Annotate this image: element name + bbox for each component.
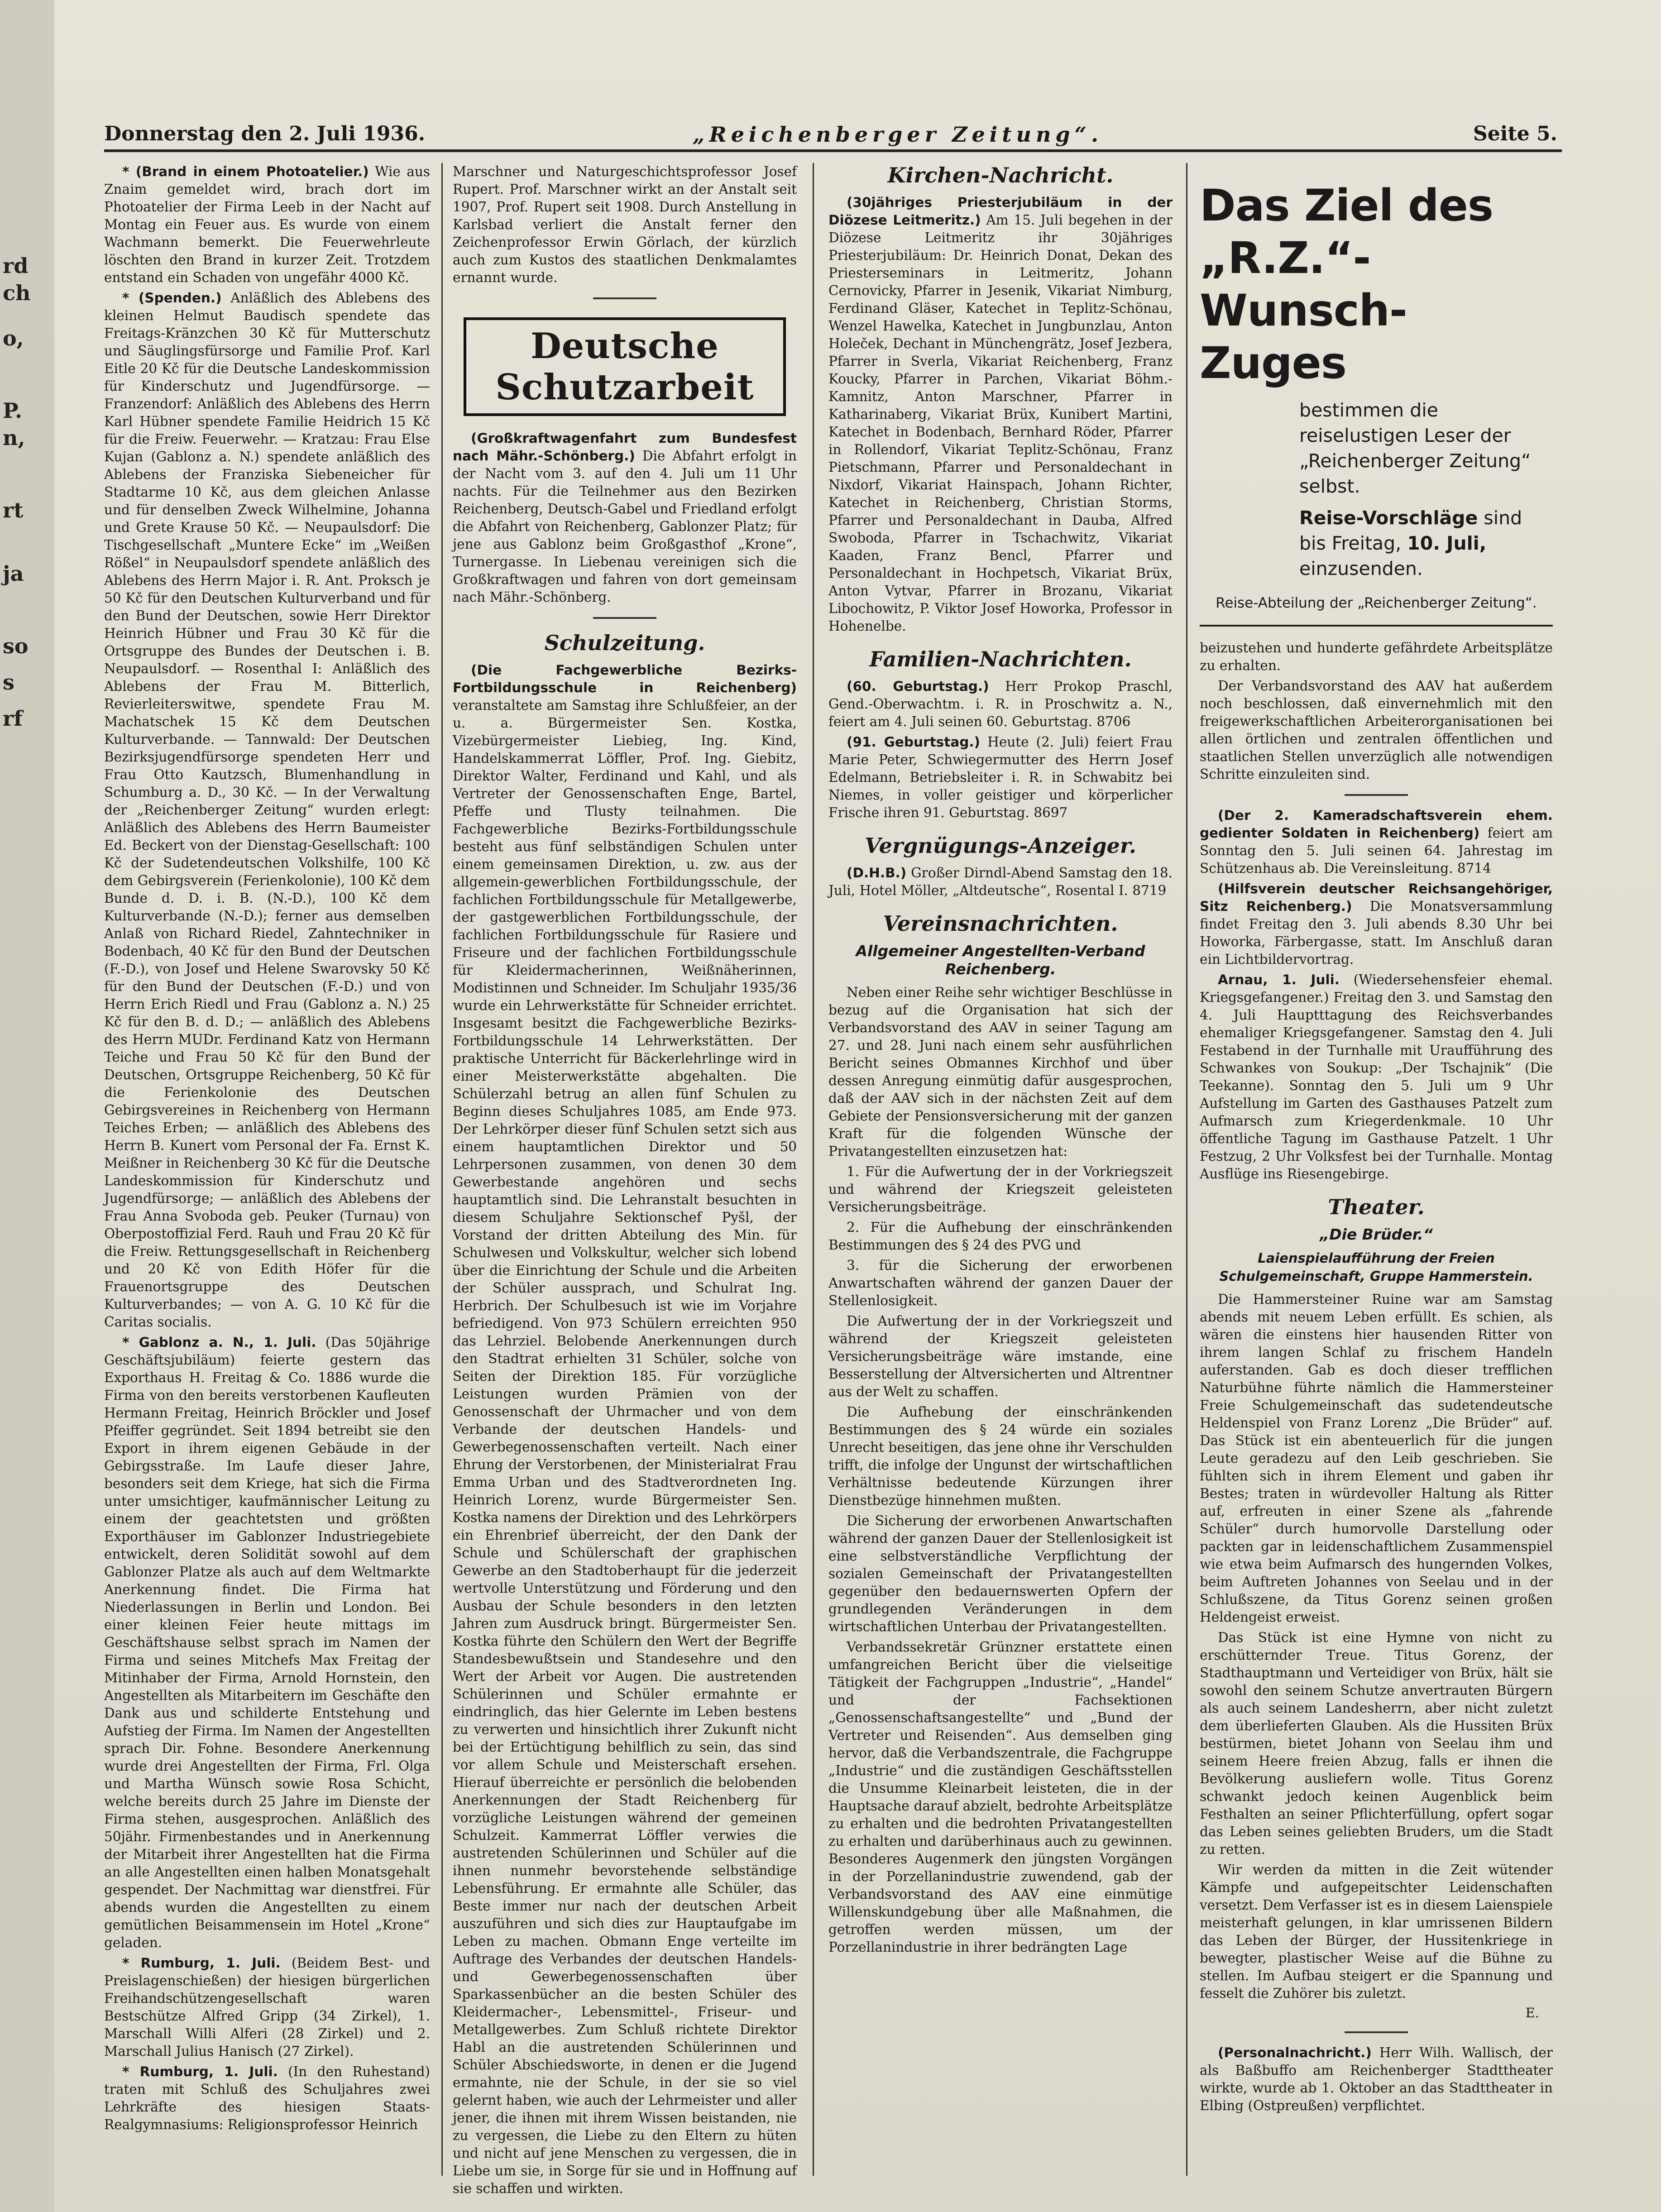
edge-text: ch bbox=[3, 281, 31, 305]
header-rule bbox=[104, 149, 1562, 152]
news-item bbox=[453, 661, 797, 2198]
item-text: Herr Prokop Praschl, Gend.-Oberwachtm. i. R. in Proschwitz a. N., feiert am 4. Juli seinen 60. Geburtstag. 8706 bbox=[828, 679, 1173, 729]
column-2 bbox=[453, 163, 797, 2196]
item-text: Wie aus Znaim gemeldet wird, brach dort im Photoatelier der Firma Leeb in der Nacht auf Montag ein Feuer aus. Es wurde von einem Wachmann bemerkt. Die Feuerwehrleute löschten den Brand in kurzer Zeit. Trotzdem entstand ein Schaden von ungefähr 4000 Kč. bbox=[104, 164, 430, 285]
ad-body: bestimmen die reiselustigen Leser der „Reichenberger Zeitung“ selbst. bbox=[1299, 399, 1531, 497]
paragraph: beizustehen und hunderte gefährdete Arbeitsplätze zu erhalten. bbox=[1200, 640, 1553, 673]
section-title: Vergnügungs-Anzeiger. bbox=[865, 833, 1136, 858]
item-text: (Das 50jährige Geschäftsjubiläum) feierte gestern das Exporthaus H. Freitag & Co. 1886 wurde die Firma von den bereits verstorbenen Kaufleuten Hermann Freitag, Heinrich Bröckler und Josef Pfeiffer gegründet. Seit 1894 betreibt sie den Export in ihrem eigenen Gebäude in der Gebirgsstraße. Im Laufe dieser Jahre, besonders seit dem Kriege, hat sich die Firma unter umsichtiger, kaufmännischer Leitung zu einem der geachtetsten und größten Exporthäuser im Gablonzer Industriegebiete entwickelt, deren Solidität sowohl auf dem Gablonzer Platze als auch auf dem Weltmarkte Anerkennung findet. Die Firma hat Niederlassungen in Berlin und London. Bei einer kleinen Feier heute mittags im Geschäftshause selbst sprach im Namen der Firma und seines Mitchefs Max Freitag der Mitinhaber der Firma, Arnold Hornstein, den Angestellten als Mitarbeitern im Geschäfte den Dank aus und schilderte Entstehung und Aufstieg der Firma. Im Namen der Angestellten sprach Dir. Fohne. Besondere Anerkennung wurde drei Angestellten der Firma, Frl. Olga und Martha Wünsch sowie Rosa Schicht, welche bereits durch 25 Jahre im Dienste der Firma stehen, ausgesprochen. Anläßlich des 50jähr. Firmenbestandes und in Anerkennung der Mitarbeit ihrer Angestellten hat die Firma an alle Angestellten einen halben Monatsgehalt gespendet. Der Nachmittag war dienstfrei. Für abends wurden die Angestellten zu einem gemütlichen Beisammensein im Hotel „Krone“ geladen. bbox=[104, 1335, 431, 1950]
edge-text: rt bbox=[3, 498, 24, 522]
edge-text: o, bbox=[3, 326, 24, 350]
ad-text: sind bis Freitag, bbox=[1299, 507, 1522, 554]
paragraph: Die Sicherung der erworbenen Anwartschaften während der ganzen Dauer der Stellenlosigkeit ist eine selbstverständliche Verpflichtung der sozialen Gemeinschaft der Privatangestellten gegenüber den bedauernswerten Opfern der grundlegenden Veränderungen in dem wirtschaftlichen Unterbau der Privatangestellten. bbox=[828, 1513, 1173, 1634]
ad-text: einzusenden. bbox=[1299, 558, 1423, 579]
paragraph: Der Verbandsvorstand des AAV hat außerdem noch beschlossen, daß einvernehmlich mit den freigewerkschaftlichen Arbeiterorganisationen bei allen örtlichen und zentralen öffentlichen und staatlichen Stellen unverzüglich alle notwendigen Schritte einzuleiten sind. bbox=[1200, 678, 1553, 782]
news-item bbox=[453, 430, 797, 606]
paragraph: 2. Für die Aufhebung der einschränkenden Bestimmungen des § 24 des PVG und bbox=[828, 1220, 1173, 1253]
item-text: (Beidem Best- und Preislagenschießen) der hiesigen bürgerlichen Freihandschützengesellschaft waren Bestschütze Alfred Gripp (34 Zirkel), 1. Marschall Willi Alferi (28 Zirkel) und 2. Marschall Julius Hanisch (27 Zirkel). bbox=[104, 1955, 430, 2059]
section-rule bbox=[1345, 2031, 1408, 2033]
news-item bbox=[828, 733, 1173, 822]
news-item bbox=[1200, 807, 1553, 877]
item-text: (Wiedersehensfeier ehemal. Kriegsgefangener.) Freitag den 3. und Samstag den 4. Juli Hauptttagung des Reichsverbandes ehemaliger Kriegsgefangener. Samstag den 4. Juli Festabend in der Turnhalle mit Uraufführung des Schwankes von Soukup: „Der Tschajnik“ (Die Teekanne). Sonntag den 5. Juli um 9 Uhr Aufstellung im Garten des Gasthauses Patzelt zum Aufmarsch zum Kriegerdenkmale. 10 Uhr öffentliche Tagung im Gasthause Patzelt. 1 Uhr Festzug, 2 Uhr Volksfest bei der Turnhalle. Montag Ausflüge ins Riesengebirge. bbox=[1200, 972, 1553, 1182]
news-item bbox=[828, 678, 1173, 731]
edge-text: P. bbox=[3, 398, 22, 423]
item-lead: (91. Geburtstag.) bbox=[847, 734, 981, 750]
column-3 bbox=[828, 163, 1173, 2176]
item-lead: (Personalnachricht.) bbox=[1218, 2045, 1372, 2060]
edge-text: n, bbox=[3, 426, 25, 450]
section-title: Schulzeitung. bbox=[544, 631, 705, 655]
item-lead: (D.H.B.) bbox=[847, 865, 907, 881]
ad-body bbox=[1299, 505, 1553, 581]
edge-text: s bbox=[3, 670, 14, 694]
item-text: Die Monatsversammlung findet Freitag den 3. Juli abends 8.30 Uhr bei Howorka, Färbergasse, statt. Im Anschluß daran ein Lichtbildervortrag. bbox=[1200, 899, 1553, 967]
advertisement bbox=[1200, 163, 1553, 611]
news-item bbox=[104, 289, 430, 1331]
section-subtitle: Allgemeiner Angestellten-Verband Reichenberg. bbox=[856, 942, 1145, 978]
paragraph: Verbandssekretär Grünzner erstattete einen umfangreichen Bericht über die vielseitige Tätigkeit der Fachgruppen „Industrie“, „Handel“ und der Fachsektionen „Genossenschaftsangestellte“ und „Bund der Vertreter und Reisenden“. Aus demselben ging hervor, daß die Verbandszentrale, die Fachgruppe „Industrie“ und die zuständigen Geschäftsstellen die Unsumme Kleinarbeit leisteten, die in der Hauptsache darauf abzielt, bedrohte Arbeitsplätze zu erhalten und die bedrohten Privatangestellten zu erhalten und darüberhinaus auch zu gewinnen. Besonderes Augenmerk den jüngsten Vorgängen in der Porzellanindustrie zuwendend, gab der Verbandsvorstand des AAV eine einmütige Willenskundgebung über alle Maßnahmen, die getroffen werden müssen, um der Porzellanindustrie in ihrer bedrängten Lage bbox=[828, 1639, 1173, 1955]
news-item: Marschner und Naturgeschichtsprofessor Josef Rupert. Prof. Marschner wirkt an der Anstalt seit 1907, Prof. Rupert seit 1908. Durch Anstellung in Karlsbad verliert die Anstalt ferner den Zeichenprofessor Erwin Görlach, der kürzlich auch zum Kustos des staatlichen Denkmalamtes ernannt wurde. bbox=[453, 164, 797, 285]
column-divider bbox=[441, 163, 443, 2176]
paragraph: Wir werden da mitten in die Zeit wütender Kämpfe und aufgepeitschter Leidenschaften versetzt. Dem Verfasser ist es in diesem Laienspiele meisterhaft gelungen, in klar umrissenen Bildern das Leben der Bürger, der Hussitenkriege in bewegter, plastischer Weise auf die Bühne zu stellen. Im Aufbau steigert er die Spannung und fesselt die Zuhörer bis zuletzt. bbox=[1200, 1862, 1553, 2001]
item-text: Anläßlich des Ablebens des kleinen Helmut Baudisch spendete das Freitags-Kränzchen 30 Kč für Mutterschutz und Säuglingsfürsorge und Familie Prof. Karl Eitle 20 Kč für die Deutsche Landeskommission für Kinderschutz und Jugendfürsorge. — Franzendorf: Anläßlich des Ablebens des Herrn Karl Hübner spendete Familie Heidrich 15 Kč für die Freiw. Feuerwehr. — Kratzau: Frau Else Kujan (Gablonz a. N.) spendete anläßlich des Ablebens der Franziska Siebeneicher für Stadtarme 10 Kč, aus dem gleichen Anlasse und für denselben Zweck Wilhelmine, Johanna und Grete Krause 50 Kč. — Neupaulsdorf: Die Tischgesellschaft „Muntere Ecke“ im „Weißen Rößel“ in Neupaulsdorf spendete anläßlich des Ablebens des Herrn Major i. R. Ant. Proksch je 50 Kč für den Deutschen Kulturverband und für den Bund der Deutschen, sowie Herr Direktor Heinrich Hübner und Frau 30 Kč für die Ortsgruppe des Bundes der Deutschen i. B. Neupaulsdorf. — Rosenthal I: Anläßlich des Ablebens der Frau M. Bitterlich, Revierleiterswitwe, spendete Frau M. Machatschek 15 Kč dem Deutschen Kulturverbande. — Tannwald: Der Deutschen Bezirksjugendfürsorge spendeten Herr und Frau Otto Kautzsch, Blumenhandlung in Schumburg a. D., 30 Kč. — In der Verwaltung der „Reichenberger Zeitung“ wurden erlegt: Anläßlich des Ablebens des Herrn Baumeister Ed. Beckert von der Dienstag-Gesellschaft: 100 Kč der Sudetendeutschen Volkshilfe, 100 Kč dem Gebirgsverein (Ferienkolonie), 100 Kč dem Bunde d. D. i. B. (N.-D.), 100 Kč dem Kulturverbande (N.-D.); ferner aus demselben Anlaß von Richard Riedel, Zahntechniker in Bodenbach, 40 Kč für den Bund der Deutschen (F.-D.), von Josef und Helene Swarovsky 50 Kč für den Bund der Deutschen (F.-D.) und von Herrn Erich Riedl und Frau (Gablonz a. N.) 25 Kč für den B. d. D.; — anläßlich des Ablebens des Herrn MUDr. Ferdinand Katz von Hermann Teiche und Frau 50 Kč für den Bund der Deutschen, Ortsgruppe Reichenberg, 50 Kč für die Ferienkolonie des Deutschen Gebirgsvereines in Reichenberg von Hermann Teiches Erben; — anläßlich des Ablebens des Herrn B. Kunert vom Personal der Fa. Ernst K. Meißner in Reichenberg 30 Kč für die Deutsche Landeskommission für Kinderschutz und Jugendfürsorge; — anläßlich des Ablebens der Frau Anna Svoboda geb. Peuker (Turnau) von Oberpostoffizial Ferd. Rauh und Frau 20 Kč für die Freiw. Rettungsgesellschaft in Reichenberg und 20 Kč von Edith Höfer für die Frauenortsgruppe des Deutschen Kulturverbandes; — von A. G. 10 Kč für die Caritas socialis. bbox=[104, 290, 430, 1330]
news-item bbox=[104, 1334, 430, 1952]
edge-text: ja bbox=[3, 561, 24, 586]
item-text: Herr Wilh. Wallisch, der als Baßbuffo am Reichenberger Stadttheater wirkte, wurde ab 1. Oktober an das Stadttheater in Elbing (Ostpreußen) verpflichtet. bbox=[1200, 2045, 1553, 2113]
item-text: Am 15. Juli begehen in der Diözese Leitmeritz ihr 30jähriges Priesterjubiläum: Dr. Heinrich Donat, Dekan des Priesterseminars in Leitmeritz, Johann Cernovicky, Pfarrer in Jesenik, Vikariat Nimburg, Ferdinand Gläser, Katechet in Teplitz-Schönau, Wenzel Hawelka, Katechet in Jungbunzlau, Anton Holeček, Dechant in Münchengrätz, Josef Jezbera, Pfarrer in Sverla, Vikariat Reichenberg, Franz Koucky, Pfarrer in Parchen, Vikariat Böhm.-Kamnitz, Anton Marschner, Pfarrer in Katharinaberg, Vikariat Brüx, Kunibert Martini, Katechet in Bodenbach, Bernhard Röder, Pfarrer in Rollendorf, Vikariat Teplitz-Schönau, Franz Pietschmann, Pfarrer und Personaldechant in Nixdorf, Vikariat Hainspach, Johann Richter, Katechet in Reichenberg, Christian Storms, Pfarrer und Personaldechant in Dauba, Alfred Swoboda, Pfarrer in Tschachwitz, Vikariat Kaaden, Franz Bencl, Pfarrer und Personaldechant in Hochpetsch, Vikariat Brüx, Anton Vytvar, Pfarrer in Brozanu, Vikariat Libochowitz, P. Viktor Josef Howorka, Professor in Hohenelbe. bbox=[828, 212, 1173, 634]
section-rule bbox=[1345, 794, 1408, 796]
section-subtitle: „Die Brüder.“ bbox=[1319, 1226, 1433, 1243]
item-lead: (Der 2. Kameradschaftsverein ehem. gedienter Soldaten in Reichenberg) bbox=[1200, 808, 1553, 841]
item-lead: * Gablonz a. N., 1. Juli. bbox=[122, 1335, 316, 1350]
news-item bbox=[104, 1954, 430, 2060]
paragraph: 1. Für die Aufwertung der in der Vorkriegszeit und während der Kriegszeit geleisteten Versicherungsbeiträge. bbox=[828, 1164, 1173, 1215]
page-number: Seite 5. bbox=[1473, 122, 1557, 145]
news-item bbox=[104, 2063, 430, 2134]
news-item bbox=[1200, 2044, 1553, 2115]
edge-text: so bbox=[3, 634, 29, 658]
section-title: Vereinsnachrichten. bbox=[883, 911, 1118, 936]
item-lead: * (Brand in einem Photoatelier.) bbox=[122, 164, 369, 179]
item-lead: (Die Fachgewerbliche Bezirks-Fortbildungsschule in Reichenberg) bbox=[453, 662, 797, 695]
paragraph: 3. für die Sicherung der erworbenen Anwartschaften während der ganzen Dauer der Stellenlosigkeit. bbox=[828, 1258, 1173, 1308]
item-lead: (Hilfsverein deutscher Reichsangehöriger, Sitz Reichenberg.) bbox=[1200, 881, 1553, 914]
ad-footer: Reise-Abteilung der „Reichenberger Zeitung“. bbox=[1216, 595, 1537, 611]
news-item bbox=[1200, 971, 1553, 1183]
section-title: Familien-Nachrichten. bbox=[869, 647, 1132, 671]
newspaper-name: „Reichenberger Zeitung“. bbox=[693, 122, 1103, 147]
item-text: Die Abfahrt erfolgt in der Nacht vom 3. auf den 4. Juli um 11 Uhr nachts. Für die Teilnehmer aus den Bezirken Reichenberg, Deutsch-Gabel und Friedland erfolgt die Abfahrt von Reichenberg, Gablonzer Platz; für jene aus Gablonz beim Großgasthof „Krone“, Turnergasse. In Liebenau vereinigen sich die Großkraftwagen und fahren von dort gemeinsam nach Mähr.-Schönberg. bbox=[453, 448, 797, 605]
paragraph: Neben einer Reihe sehr wichtiger Beschlüsse in bezug auf die Organisation hat sich der Verbandsvorstand des AAV in seiner Tagung am 27. und 28. Juni nach einem sehr ausführlichen Bericht seines Obmannes Kirchhof und über dessen Anregung einmütig dafür ausgesprochen, daß der AAV sich in der nächsten Zeit auf dem Gebiete der Pensionsversicherung mit der ganzen Kraft für die folgenden Wünsche der Privatangestellten einzusetzen hat: bbox=[828, 985, 1173, 1159]
item-lead: (30jähriges Priesterjubiläum in der Diözese Leitmeritz.) bbox=[828, 195, 1173, 228]
paragraph: Die Aufwertung der in der Vorkriegszeit und während der Kriegszeit geleisteten Versicherungsbeiträge wäre imstande, eine Besserstellung der Altversicherten und Altrentner aus der Welt zu schaffen. bbox=[828, 1313, 1173, 1399]
item-text: (In den Ruhestand) traten mit Schluß des Schuljahres zwei Lehrkräfte des hiesigen Staats-Realgymnasiums: Religionsprofessor Heinrich bbox=[104, 2064, 431, 2132]
ad-emphasis: Reise-Vorschläge bbox=[1299, 507, 1478, 529]
item-lead: * Rumburg, 1. Juli. bbox=[122, 1955, 281, 1971]
ad-rule bbox=[1200, 625, 1553, 627]
column-1 bbox=[104, 163, 430, 2176]
news-item bbox=[1200, 880, 1553, 968]
news-item bbox=[828, 864, 1173, 900]
item-text: Heute (2. Juli) feiert Frau Marie Peter, Schwiegermutter des Herrn Josef Edelmann, Betriebsleiter i. R. in Schwabitz bei Niemes, in voller geistiger und körperlicher Frische ihren 91. Geburtstag. 8697 bbox=[828, 734, 1173, 820]
section-title: Kirchen-Nachricht. bbox=[887, 163, 1114, 187]
adjacent-page-edge bbox=[0, 0, 54, 2212]
item-lead: * Rumburg, 1. Juli. bbox=[122, 2064, 278, 2079]
paragraph: Das Stück ist eine Hymne von nicht zu erschütternder Treue. Titus Gorenz, der Stadthauptmann und Verteidiger von Brüx, hält sie sowohl den seinem Schutze anvertrauten Bürgern als auch seinem Landesherrn, aber nicht zuletzt dem überlieferten Glauben. Als die Hussiten Brüx bestürmen, bietet Johann von Seelau ihm und seinem Heere freien Abzug, falls er ihnen die Bevölkerung ausliefern wolle. Titus Gorenz schwankt jedoch keinen Augenblick beim Festhalten an seiner Pflichterfüllung, opfert sogar das Leben seines geliebten Bruders, um die Stadt zu retten. bbox=[1200, 1630, 1553, 1857]
section-rule bbox=[593, 617, 656, 619]
column-divider bbox=[1186, 163, 1187, 2176]
author-initial: E. bbox=[1525, 2005, 1539, 2020]
news-item bbox=[104, 163, 430, 287]
item-lead: * (Spenden.) bbox=[122, 290, 222, 306]
section-heading-boxed: Deutsche Schutzarbeit bbox=[464, 317, 786, 416]
news-item bbox=[828, 194, 1173, 635]
edge-text: rd bbox=[3, 254, 29, 278]
paragraph: Die Aufhebung der einschränkenden Bestimmungen des § 24 würde ein soziales Unrecht beseitigen, das jene ohne ihr Verschulden trifft, die infolge der Ungunst der wirtschaftlichen Verhältnisse bedeutende Kürzungen ihrer Dienstbezüge hinnehmen mußten. bbox=[828, 1404, 1173, 1508]
paragraph: Die Hammersteiner Ruine war am Samstag abends mit neuem Leben erfüllt. Es schien, als wären die einstens hier hausenden Ritter von ihrem langen Schlaf zu frischem Handeln auferstanden. Gab es doch dieser trefflichen Naturbühne führte nämlich die Hammersteiner Freie Schulgemeinschaft das sudetendeutsche Heldenspiel von Franz Lorenz „Die Brüder“ auf. Das Stück ist ein abenteuerlich für die jungen Leute geradezu auf den Leib geschrieben. Sie fühlten sich in ihrem Element und gaben ihr Bestes; traten in würdevoller Haltung als Ritter auf, erfreuten in einer Szene als „fahrende Schüler“ durch humorvolle Darstellung oder packten gar in leidenschaftlichem Zusammenspiel wie etwa beim Aufmarsch des hungernden Volkes, beim Auftreten Johannes von Seelau und in der Schlußszene, da Titus Gorenz seinen großen Heldengeist erweist. bbox=[1200, 1292, 1553, 1625]
item-text: feiert am Sonntag den 5. Juli seinen 64. Jahrestag im Schützenhaus ab. Die Vereinsleitung. 8714 bbox=[1200, 825, 1553, 876]
section-title: Theater. bbox=[1328, 1195, 1425, 1219]
section-rule bbox=[593, 297, 656, 299]
item-text: veranstaltete am Samstag ihre Schlußfeier, an der u. a. Bürgermeister Sen. Kostka, Vizebürgermeister Liebieg, Ing. Kind, Handelskammerrat Löffler, Prof. Ing. Giebitz, Direktor Walter, Ferdinand und Kahl, und als Vertreter der Genossenschaften Enge, Bartel, Pfeffe und Tlusty teilnahmen. Die Fachgewerbliche Bezirks-Fortbildungsschule besteht aus fünf selbständigen Schulen unter einem gemeinsamen Direktion, u. zw. aus der allgemein-gewerblichen Fortbildungsschule, der fachlichen Fortbildungsschule für Metallgewerbe, der gastgewerblichen Fortbildungsschule, der fachlichen Fortbildungsschule für Rasiere und Friseure und der fachlichen Fortbildungsschule für Kleidermacherinnen, Weißnäherinnen, Modistinnen und Schneider. Im Schuljahr 1935/36 wurde ein Lehrwerkstätte für Schneider errichtet. Insgesamt besitzt die Fachgewerbliche Bezirks-Fortbildungsschule 14 Lehrwerkstätten. Der praktische Unterricht für Bäckerlehrlinge wird in einer Meisterwerkstätte abgehalten. Die Schülerzahl betrug an allen fünf Schulen zu Beginn dieses Schuljahres 1085, am Ende 973. Der Lehrkörper dieser fünf Schulen setzt sich aus einem hauptamtlichen Direktor und 50 Lehrpersonen zusammen, von denen 30 dem Gewerbestande angehören und sechs hauptamtlich sind. Die Lehranstalt besuchten in diesem Schuljahre Sektionschef Pyšl, der Vorstand der dritten Abteilung des Min. für Schulwesen und Volkskultur, welcher sich lobend über die Einrichtung der Schule und die Arbeiten der Schüler aussprach, und Schulrat Ing. Herbrich. Der Schulbesuch ist wie im Vorjahre befriedigend. Von 973 Schülern erreichten 950 das Lehrziel. Belobende Anerkennungen durch den Stadtrat erhielten 31 Schüler, solche von Seiten der Direktion 185. Für vorzügliche Leistungen wurden Prämien von der Genossenschaft der Uhrmacher und von dem Verbande der deutschen Handels- und Gewerbegenossenschaften verteilt. Nach einer Ehrung der Verstorbenen, der Ministerialrat Frau Emma Urban und des Stadtverordneten Ing. Heinrich Lorenz, wurde Bürgermeister Sen. Kostka namens der Direktion und des Lehrkörpers ein Ehrenbrief überreicht, der den Dank der Schule und Schülerschaft der graphischen Gewerbe an den Stadtoberhaupt für die jederzeit wertvolle Unterstützung und Förderung und den Ausbau der Schule besonders in den letzten Jahren zum Ausdruck bringt. Bürgermeister Sen. Kostka führte den Schülern den Wert der Begriffe Standesbewußtsein und Standesehre und den Wert der Arbeit vor Augen. Die austretenden Schülerinnen und Schüler ermahnte er eindringlich, das hier Gelernte im Leben bestens zu verwerten und hinsichtlich ihrer Zukunft nicht bei der Ertüchtigung behilflich zu sein, das sind vor allem Schule und Meisterschaft ersehen. Hierauf überreichte er persönlich die belobenden Anerkennungen der Stadt Reichenberg für vorzügliche Leistungen während der gemeinen Schulzeit. Kammerrat Löffler verwies die austretenden Schülerinnen und Schüler auf die ihnen nunmehr bevorstehende selbständige Lebensführung. Er ermahnte alle Schüler, das Beste immer nur nach der deutschen Arbeit auszuführen und sich dies zur Hauptaufgabe im Leben zu machen. Obmann Enge verteilte im Auftrage des Verbandes der deutschen Handels- und Gewerbegenossenschaften über Sparkassenbücher an die besten Schüler des Kleidermacher-, Lebensmittel-, Friseur- und Metallgewerbes. Zum Schluß richtete Direktor Habl an die austretenden Schülerinnen und Schüler Abschiedsworte, in denen er die Jugend ermahnte, nie der Schule, in der sie so viel gelernt haben, wie auch der Lehrmeister und aller jener, die ihnen mit ihrem Wissen beistanden, nie zu vergessen, die Liebe zu den Eltern zu hüten und nicht auf jene Menschen zu vergessen, die in Liebe um sie, in Sorge für sie und in Hoffnung auf sie schaffen und wirkten. bbox=[453, 698, 797, 2196]
item-lead: (Großkraftwagenfahrt zum Bundesfest nach Mähr.-Schönberg.) bbox=[453, 431, 797, 464]
item-text: Großer Dirndl-Abend Samstag den 18. Juli, Hotel Möller, „Altdeutsche“, Rosental I. 8719 bbox=[828, 865, 1173, 898]
ad-deadline: 10. Juli, bbox=[1407, 532, 1487, 554]
ad-headline: Das Ziel des bbox=[1200, 180, 1493, 231]
column-4 bbox=[1200, 163, 1553, 2176]
item-lead: (60. Geburtstag.) bbox=[847, 679, 989, 694]
section-subhead: Laienspielaufführung der Freien Schulgemeinschaft, Gruppe Hammerstein. bbox=[1219, 1250, 1533, 1284]
column-divider bbox=[813, 163, 814, 2176]
item-lead: Arnau, 1. Juli. bbox=[1218, 972, 1340, 987]
edge-text: rf bbox=[3, 706, 23, 731]
issue-date: Donnerstag den 2. Juli 1936. bbox=[104, 122, 426, 145]
ad-headline: „R.Z.“-Wunsch-Zuges bbox=[1200, 233, 1407, 388]
